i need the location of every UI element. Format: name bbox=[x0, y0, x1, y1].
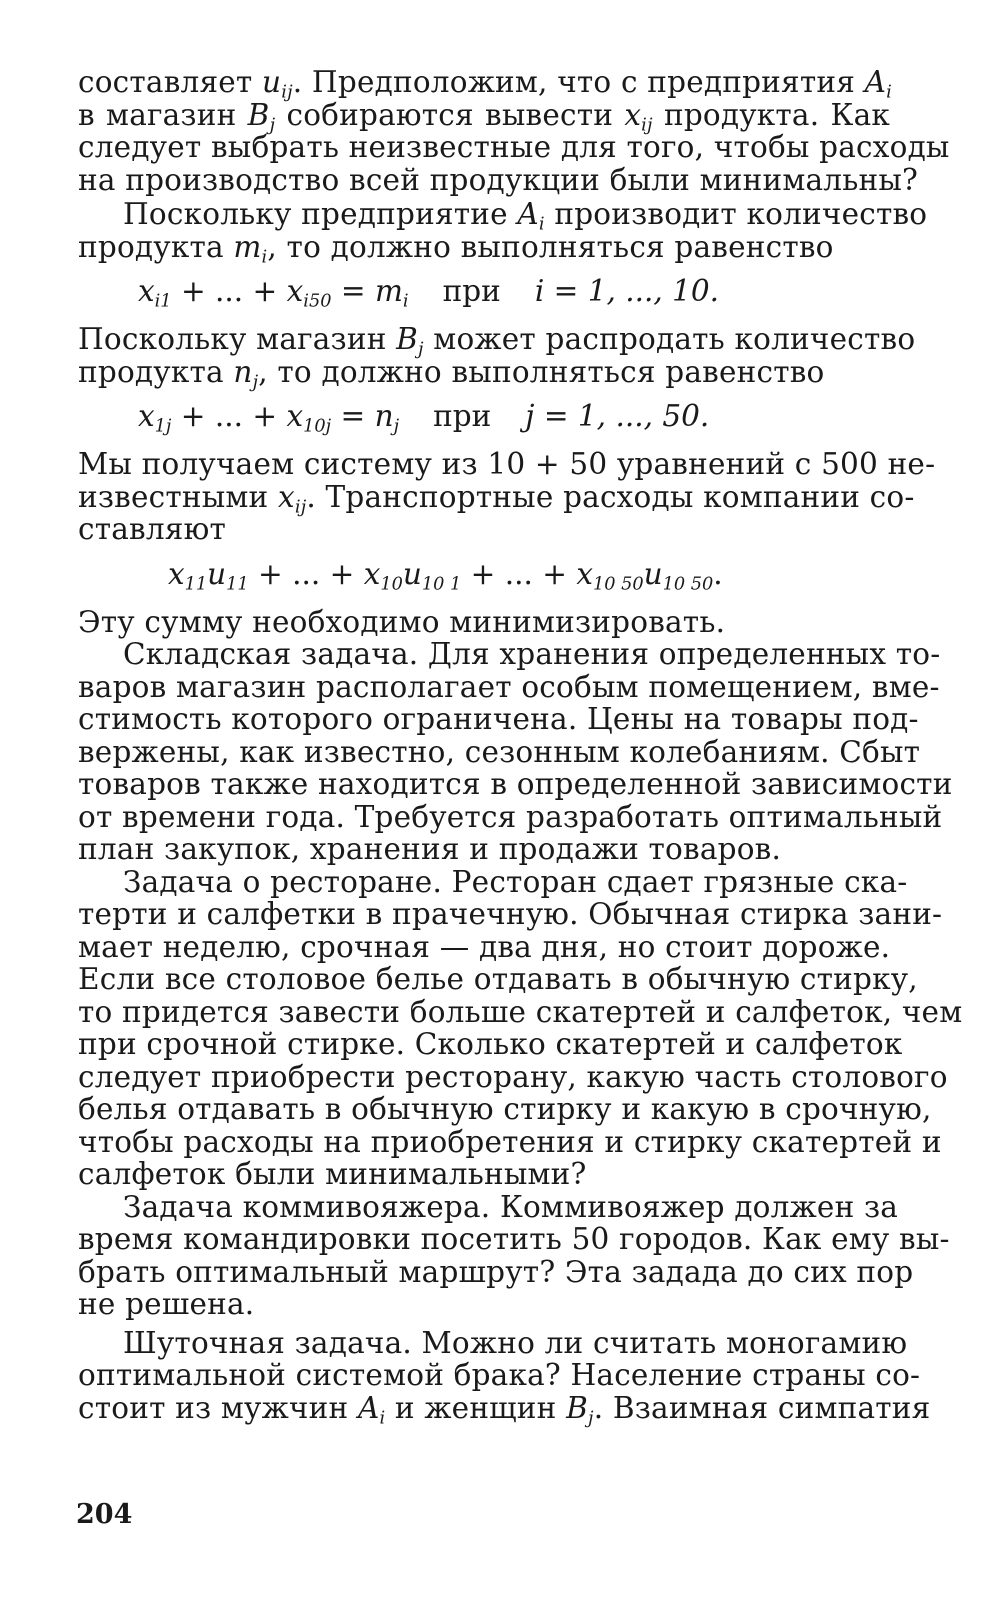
text-line: салфеток были минимальными? bbox=[78, 1157, 587, 1191]
text-line: время командировки посетить 50 городов. Как ему вы- bbox=[78, 1222, 950, 1256]
text-line: Задача коммивояжера. Коммивояжер должен за bbox=[123, 1189, 899, 1224]
text-line: Поскольку магазин $B_j$ может распродать количество bbox=[78, 322, 916, 360]
text-line: план закупок, хранения и продажи товаров. bbox=[78, 832, 782, 866]
text-line: вержены, как известно, сезонным колебаниям. Сбыт bbox=[78, 734, 921, 769]
text-line: следует приобрести ресторану, какую часть столового bbox=[78, 1059, 948, 1094]
text-line: в магазин $B_j$ собираются вывести $x_{ij}$ продукта. Как bbox=[78, 97, 890, 135]
text-line: Поскольку предприятие $A_i$ производит количество bbox=[123, 197, 928, 235]
paragraph-restaurant bbox=[78, 864, 963, 1191]
text-line: Эту сумму необходимо минимизировать. bbox=[78, 604, 726, 639]
text-line: от времени года. Требуется разработать оптимальный bbox=[78, 799, 943, 834]
text-line: составляет $u_{ij}$. Предположим, что с предприятия $A_i$ bbox=[78, 65, 892, 103]
text-line: чтобы расходы на приобретения и стирку скатертей и bbox=[78, 1124, 942, 1159]
text-line: известными $x_{ij}$. Транспортные расходы компании со- bbox=[78, 479, 915, 517]
formula-1: $x_{i1}$ + ... + $x_{i50} = m_i$ при i = 1, ..., 10. bbox=[138, 274, 720, 312]
text-line: Задача о ресторане. Ресторан сдает грязные ска- bbox=[123, 864, 908, 899]
paragraph-sklad bbox=[78, 637, 953, 866]
formula-2: $x_{1j}$ + ... + $x_{10j} = n_j$ при j = 1, ..., 50. bbox=[138, 399, 710, 437]
text-line: варов магазин располагает особым помещением, вме- bbox=[78, 669, 940, 704]
text-line: следует выбрать неизвестные для того, чтобы расходы bbox=[78, 130, 950, 164]
paragraph-kommivoyazher bbox=[78, 1189, 950, 1321]
text-line: оптимальной системой брака? Население страны со- bbox=[78, 1358, 921, 1392]
text-line: то придется завести больше скатертей и салфеток, чем bbox=[78, 994, 963, 1029]
text-line: стоит из мужчин $A_i$ и женщин $B_j$. Взаимная симпатия bbox=[78, 1390, 931, 1428]
text-line: продукта $n_j$, то должно выполняться равенство bbox=[78, 354, 825, 392]
text-line: при срочной стирке. Сколько скатертей и салфеток bbox=[78, 1027, 903, 1061]
text-line: Мы получаем систему из 10 + 50 уравнений с 500 не- bbox=[78, 447, 936, 481]
text-line: брать оптимальный маршрут? Эта задада до сих пор bbox=[78, 1254, 914, 1289]
text-line: Складская задача. Для хранения определенных то- bbox=[123, 637, 941, 671]
paragraph-joke bbox=[78, 1325, 931, 1428]
text-line: стимость которого ограничена. Цены на товары под- bbox=[78, 702, 919, 736]
text-line: на производство всей продукции были минимальны? bbox=[78, 162, 919, 197]
text-line: терти и салфетки в прачечную. Обычная стирка зани- bbox=[78, 897, 943, 931]
page-number: 204 bbox=[76, 1499, 133, 1530]
text-line: не решена. bbox=[78, 1287, 255, 1321]
text-line: товаров также находится в определенной зависимости bbox=[78, 767, 953, 801]
text-line: мает неделю, срочная — два дня, но стоит дороже. bbox=[78, 929, 891, 964]
text-line: продукта $m_i$, то должно выполняться равенство bbox=[78, 229, 834, 267]
page-body bbox=[78, 65, 963, 1428]
text-line: Шуточная задача. Можно ли считать моногамию bbox=[123, 1325, 908, 1360]
formula-3: $x_{11}u_{11}$ + ... + $x_{10}u_{10 1}$ + ... + $x_{10 50}u_{10 50}$. bbox=[168, 556, 723, 594]
text-line: Если все столовое белье отдавать в обычную стирку, bbox=[78, 962, 918, 996]
text-line: белья отдавать в обычную стирку и какую в срочную, bbox=[78, 1092, 932, 1126]
text-line: ставляют bbox=[78, 512, 226, 546]
